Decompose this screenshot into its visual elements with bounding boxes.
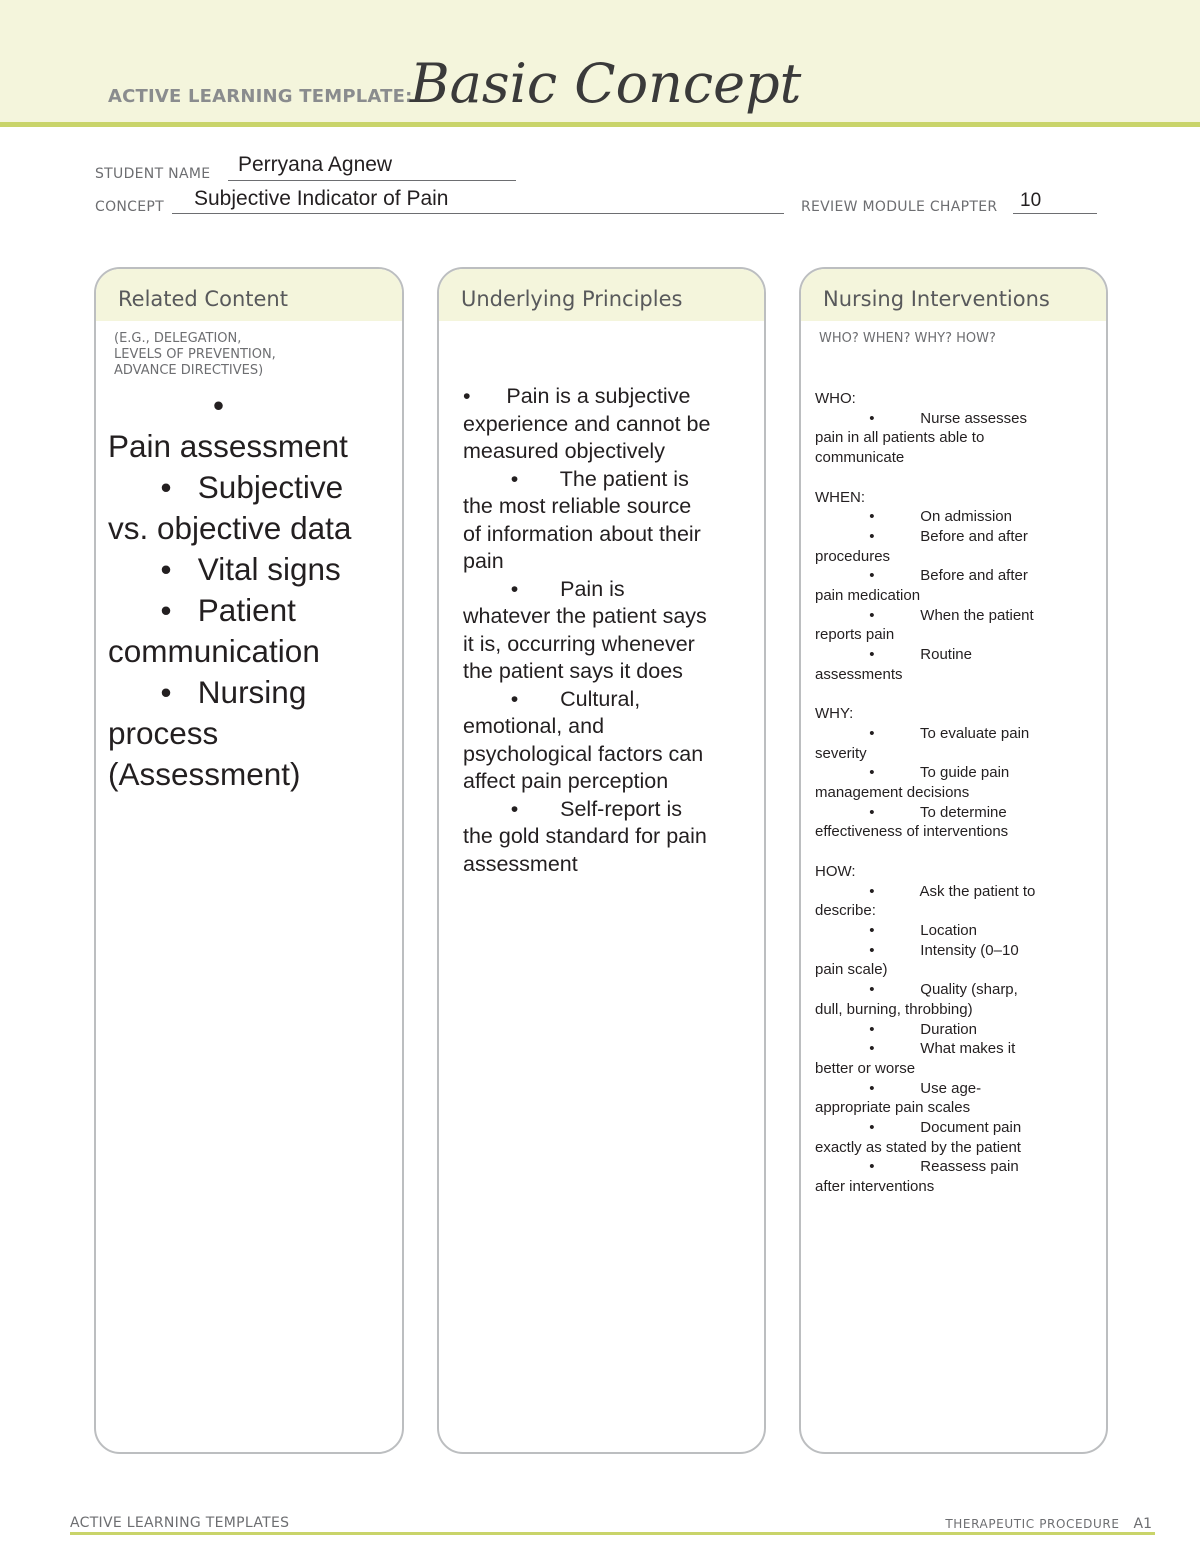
review-module-line bbox=[1013, 213, 1097, 214]
nursing-interventions-body[interactable]: WHO: • Nurse assesses pain in all patients able to communicate WHEN: • On admission • Before and after procedures • Before and after pain medication • When the patient reports pain • Routine assessments WHY: • To evaluate pain severity • To guide pain management decisions • To determine effectiveness of interventions HOW: • Ask the patient to describe: • Location • Intensity (0–10 pain scale) • Quality (sharp, dull, burning, throbbing) • Duration • What makes it better or worse • Use age- appropriate pain scales • Document pain exactly as stated by the patient • Reassess pain after interventions bbox=[815, 390, 1036, 1196]
related-content-title: Related Content bbox=[118, 287, 288, 311]
nursing-interventions-subtitle: WHO? WHEN? WHY? HOW? bbox=[819, 331, 996, 346]
template-title: Basic Concept bbox=[410, 52, 802, 115]
concept-label: CONCEPT bbox=[95, 199, 164, 215]
student-name-label: STUDENT NAME bbox=[95, 166, 211, 182]
student-name-line bbox=[228, 180, 516, 181]
footer-right-code: A1 bbox=[1133, 1516, 1152, 1532]
underlying-principles-box bbox=[437, 267, 766, 1454]
footer-right-label: THERAPEUTIC PROCEDURE bbox=[945, 1517, 1120, 1531]
header-rule bbox=[0, 122, 1200, 127]
review-module-label: REVIEW MODULE CHAPTER bbox=[801, 199, 998, 215]
concept-line bbox=[172, 213, 784, 214]
related-content-box bbox=[94, 267, 404, 1454]
footer-left: ACTIVE LEARNING TEMPLATES bbox=[70, 1515, 290, 1531]
nursing-interventions-title: Nursing Interventions bbox=[823, 287, 1050, 311]
related-content-subtitle: (E.G., DELEGATION, LEVELS OF PREVENTION, ADVANCE DIRECTIVES) bbox=[114, 331, 276, 378]
concept-value[interactable]: Subjective Indicator of Pain bbox=[194, 187, 449, 210]
student-name-value[interactable]: Perryana Agnew bbox=[238, 153, 393, 176]
nursing-interventions-box bbox=[799, 267, 1108, 1454]
review-module-value[interactable]: 10 bbox=[1020, 190, 1042, 211]
footer-rule bbox=[70, 1532, 1155, 1535]
underlying-principles-body[interactable]: • Pain is a subjective experience and cannot be measured objectively • The patient is the most reliable source of information about their pain • Pain is whatever the patient says it is, occurring whenever the patient says it does • Cultural, emotional, and psychological factors can affect pain perception • Self-report is the gold standard for pain assessment bbox=[463, 384, 711, 876]
footer-right bbox=[945, 1516, 1152, 1532]
template-label: ACTIVE LEARNING TEMPLATE: bbox=[108, 86, 413, 107]
related-content-body[interactable]: • Pain assessment • Subjective vs. objective data • Vital signs • Patient communication • Nursing process (Assessment) bbox=[108, 387, 352, 792]
underlying-principles-title: Underlying Principles bbox=[461, 287, 683, 311]
